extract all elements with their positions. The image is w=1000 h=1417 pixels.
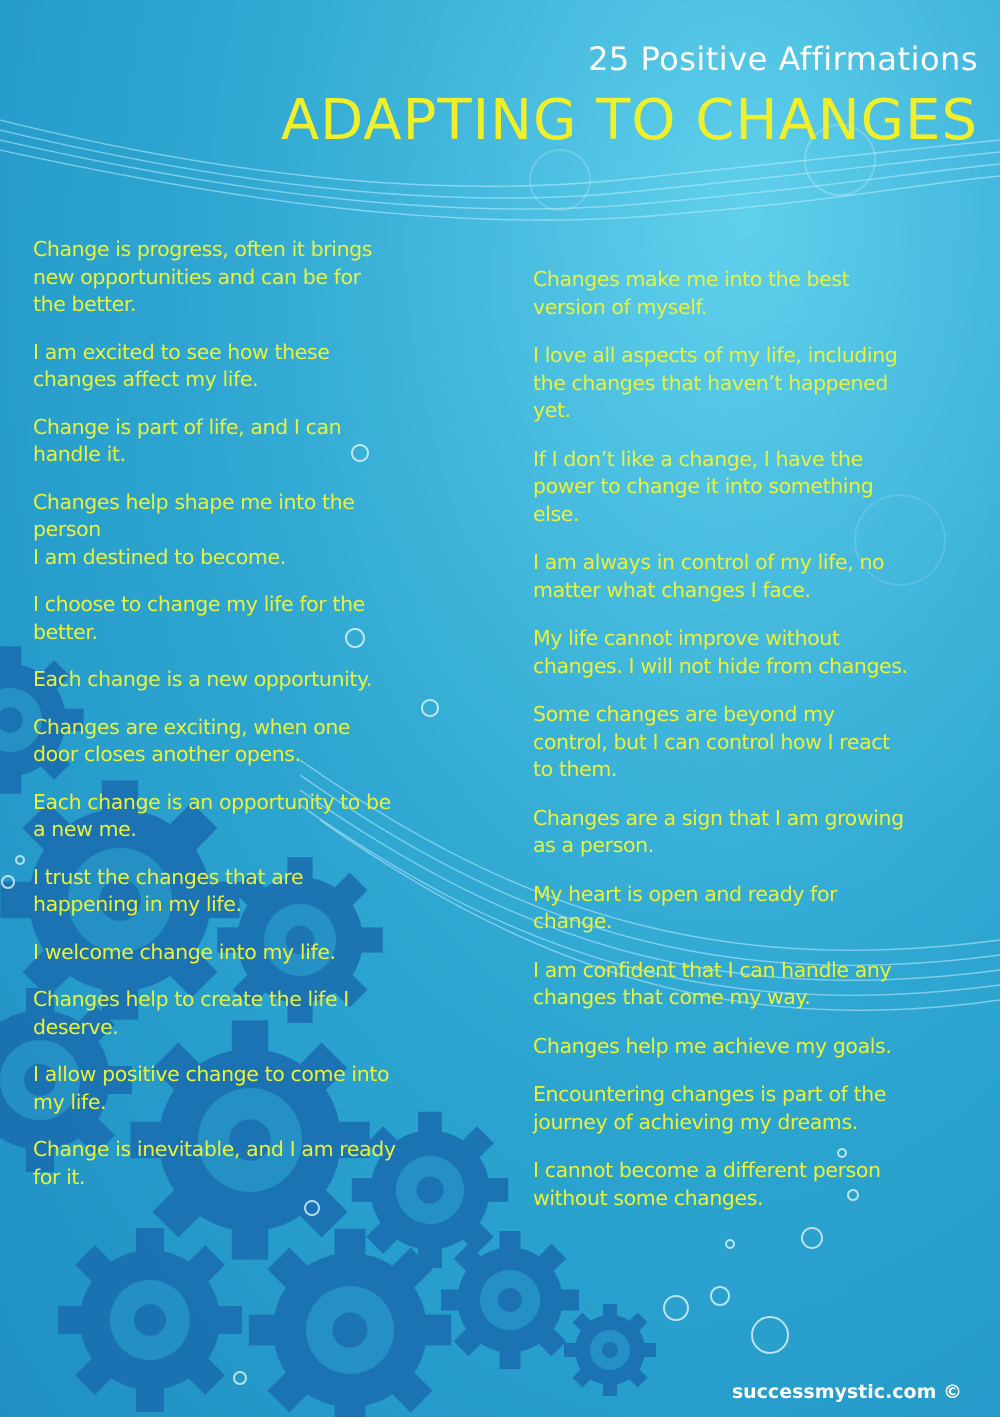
affirmation-item: I am excited to see how these changes affect my life. (33, 339, 330, 391)
affirmation-item: My heart is open and ready for change. (533, 881, 838, 933)
affirmation-item: Change is inevitable, and I am ready for it. (33, 1137, 396, 1189)
affirmation-item: I cannot become a different person without some changes. (533, 1158, 881, 1210)
affirmation-item: Each change is an opportunity to be a new me. (33, 789, 391, 841)
affirmation-item: Some changes are beyond my control, but I can control how I react to them. (533, 702, 890, 781)
affirmation-item: I am confident that I can handle any changes that come my way. (533, 957, 892, 1009)
affirmation-item: My life cannot improve without changes. I will not hide from changes. (533, 626, 908, 678)
affirmation-item: I choose to change my life for the better. (33, 592, 365, 644)
affirmation-item: Changes help shape me into the person I am destined to become. (33, 489, 355, 569)
affirmation-item: Each change is a new opportunity. (33, 667, 372, 691)
affirmation-item: Changes are exciting, when one door closes another opens. (33, 714, 351, 766)
affirmation-item: Change is part of life, and I can handle it. (33, 414, 342, 466)
affirmation-item: Encountering changes is part of the journey of achieving my dreams. (533, 1082, 887, 1134)
affirmation-item: Change is progress, often it brings new opportunities and can be for the better. (33, 237, 373, 316)
affirmation-item: If I don’t like a change, I have the power to change it into something else. (533, 446, 874, 526)
poster-title: ADAPTING TO CHANGES (280, 88, 978, 153)
affirmations-left-column (33, 236, 463, 1211)
affirmation-item: I welcome change into my life. (33, 939, 336, 964)
affirmation-item: Changes help to create the life I deserve. (33, 987, 349, 1039)
affirmation-item: I trust the changes that are happening in my life. (33, 864, 304, 916)
affirmation-item: I am always in control of my life, no matter what changes I face. (533, 550, 885, 602)
affirmation-item: Changes make me into the best version of myself. (533, 267, 850, 319)
footer-brand: successmystic.com © (731, 1381, 962, 1403)
affirmations-right-column (533, 266, 978, 1233)
affirmation-item: I allow positive change to come into my life. (33, 1062, 390, 1114)
affirmation-item: Changes help me achieve my goals. (533, 1033, 892, 1058)
poster-subtitle: 25 Positive Affirmations (588, 40, 978, 78)
affirmation-item: I love all aspects of my life, including the changes that haven’t happened yet. (533, 343, 898, 422)
affirmation-item: Changes are a sign that I am growing as a person. (533, 805, 904, 857)
